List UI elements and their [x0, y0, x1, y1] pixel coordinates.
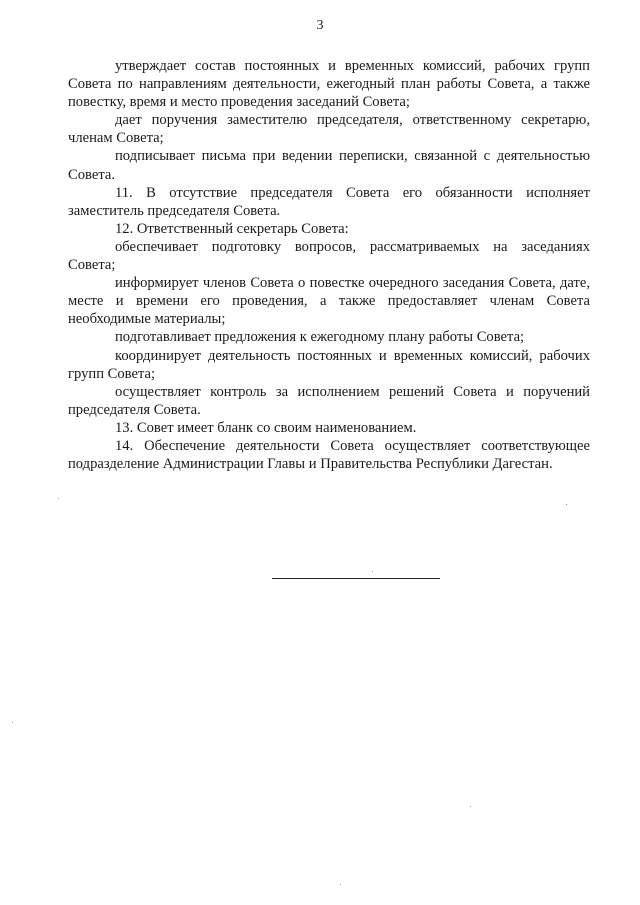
paragraph-monitors-decisions: осуществляет контроль за исполнением решений Совета и поручений председателя Совета.: [68, 383, 590, 418]
paragraph-prepares-questions: обеспечивает подготовку вопросов, рассматриваемых на заседаниях Совета;: [68, 238, 590, 274]
scan-speck: [58, 498, 59, 499]
scan-speck: [340, 884, 341, 885]
paragraph-coordinates-commissions: координирует деятельность постоянных и временных комиссий, рабочих групп Совета;: [68, 347, 590, 382]
scan-speck: [12, 722, 13, 723]
paragraph-clause-11: 11. В отсутствие председателя Совета его обязанности исполняет заместитель председателя Совета.: [68, 184, 590, 219]
paragraph-gives-instructions: дает поручения заместителю председателя, ответственному секретарю, членам Совета;: [68, 112, 590, 147]
paragraph-approves-composition: утверждает состав постоянных и временных комиссий, рабочих групп Совета по направлениям деятельности, ежегодный план работы Совета, а также повестку, время и место проведения заседаний Совета;: [68, 58, 590, 111]
page-number: 3: [316, 18, 324, 33]
paragraph-informs-members: информирует членов Совета о повестке очередного заседания Совета, дате, месте и времени его проведения, а также предоставляет членам Совета необходимые материалы;: [68, 275, 590, 328]
paragraph-prepares-proposals: подготавливает предложения к ежегодному плану работы Совета;: [115, 329, 525, 346]
document-body: [68, 57, 590, 473]
end-of-document-rule: [272, 578, 440, 579]
paragraph-signs-letters: подписывает письма при ведении переписки, связанной с деятельностью Совета.: [68, 148, 590, 183]
scan-speck: [372, 571, 373, 572]
paragraph-clause-13: 13. Совет имеет бланк со своим наименованием.: [115, 419, 417, 436]
paragraph-clause-12: 12. Ответственный секретарь Совета:: [115, 220, 349, 237]
scan-speck: [470, 806, 471, 807]
scan-speck: [566, 504, 567, 505]
paragraph-clause-14: 14. Обеспечение деятельности Совета осуществляет соответствующее подразделение Администрации Главы и Правительства Республики Дагестан.: [68, 437, 590, 473]
